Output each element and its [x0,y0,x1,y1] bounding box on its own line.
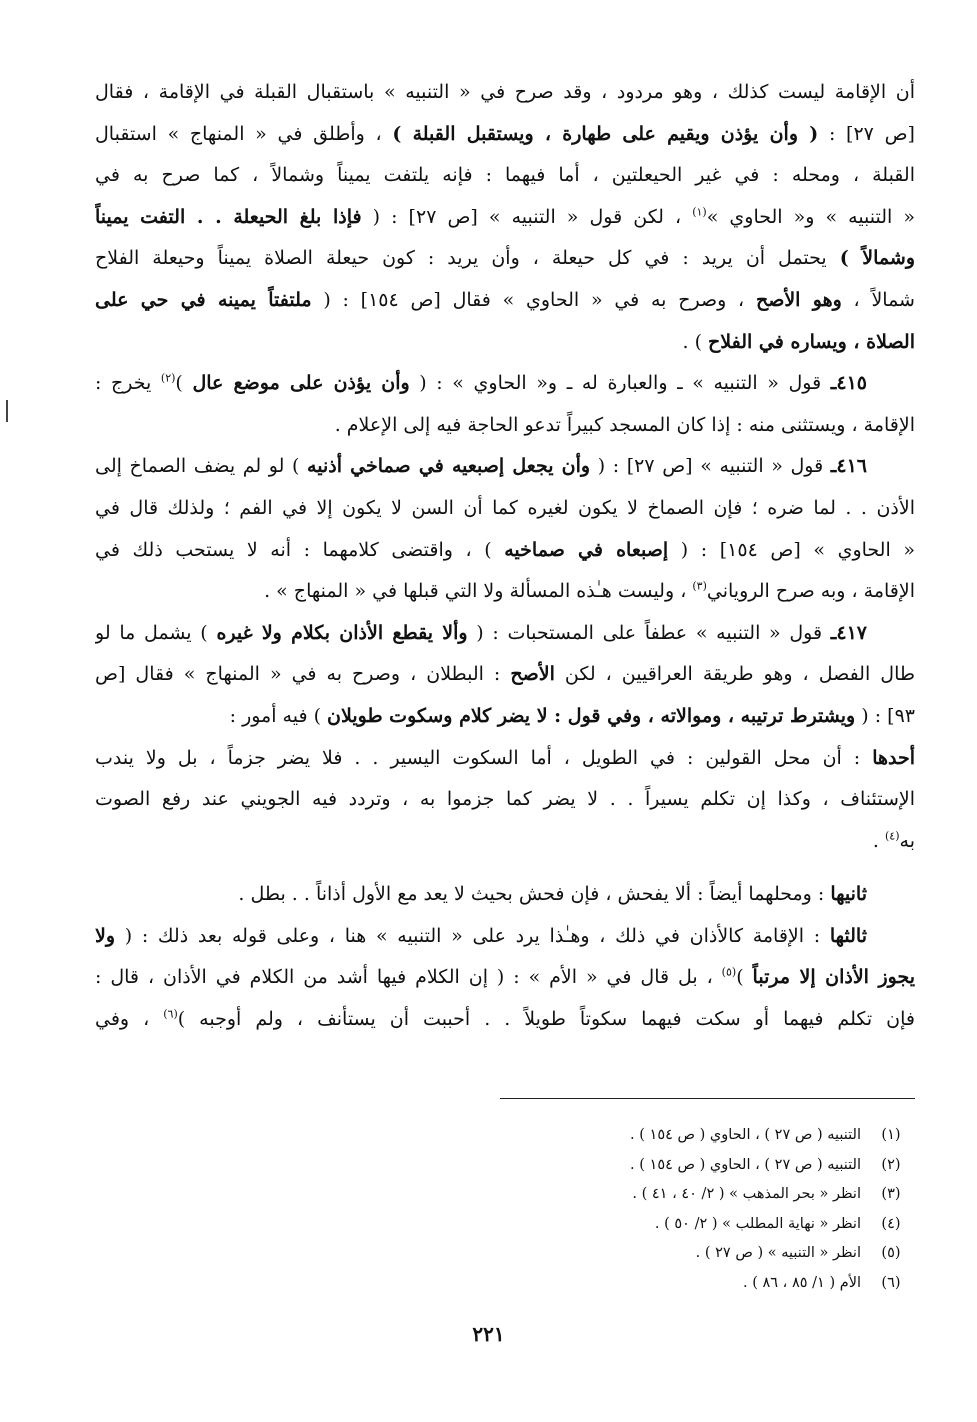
footnote-ref: (٥) [721,966,737,980]
bold-quote: ثالثها [829,924,867,947]
text-run: فإن تكلم فيهما أو سكت فيهما سكوتاً طويلاً . . أحببت أن يستأنف ، ولم أوجبه ) [177,1008,915,1031]
footnote-number: (٢) [881,1156,901,1173]
text-run: ، وأطلق في « المنهاج » استقبال [95,122,393,145]
text-line [95,821,915,863]
text-line [95,613,915,655]
text-run: الأذن . . لما ضره ؛ فإن الصماخ لا يكون لغيره كما أن السن لا يكون إلا في الفم ؛ ولذلك قال في [95,496,915,519]
footnote-number: (١) [881,1127,901,1143]
text-line [95,488,915,530]
bold-quote: ٤١٧ـ [830,621,867,644]
text-line [95,280,915,322]
text-run: . [872,829,885,852]
text-line [95,957,915,999]
footnote-text: التنبيه ( ص ٢٧ ) ، الحاوي ( ص ١٥٤ ) . [630,1156,861,1173]
text-line [95,916,915,958]
text-run: ، لكن قول « التنبيه » [ص ٢٧] : ( [361,205,693,228]
text-run: ) [175,372,193,395]
bold-quote: الصلاة ، ويساره في الفلاح [708,330,915,353]
text-run: الإقامة ، ويستثنى منه : إذا كان المسجد كبيراً تدعو الحاجة فيه إلى الإعلام . [334,413,915,436]
footnote-ref: (٢) [160,371,176,385]
text-run: ، وصرح به في « الحاوي » فقال [ص ١٥٤] : ( [311,288,756,311]
footnote-number: (٥) [881,1245,901,1262]
footnote [95,1151,915,1181]
text-run: ، وليست هـٰذه المسألة ولا التي قبلها في « المنهاج » . [264,580,693,603]
footnote-separator [500,1098,915,1099]
text-line [95,696,915,738]
text-run: الإستئناف ، وكذا إن تكلم يسيراً . . لا يضر كما جزموا به ، وتردد فيه الجويني عند رفع الصوت [95,788,915,811]
footnote [95,1239,915,1269]
text-line [95,363,915,405]
text-run: ، بل قال في « الأم » : ( إن الكلام فيها أشد من الكلام في الأذان ، قال : [95,966,722,989]
bold-quote: ٤١٥ـ [830,372,867,395]
text-line [95,779,915,821]
footnote-text: انظر « نهاية المطلب » ( ٢/ ٥٠ ) . [654,1215,861,1232]
text-run: شمالاً ، [841,288,915,311]
footnote-ref: (٤) [885,829,900,843]
main-text [95,72,915,1041]
text-run: : أن محل القولين : في الطويل ، أما السكوت اليسير . . فلا يضر جزماً ، بل ولا يندب [95,746,873,769]
footnotes [95,1121,915,1299]
text-line [95,238,915,280]
footnote-text: انظر « بحر المذهب » ( ٢/ ٤٠ ، ٤١ ) . [632,1186,861,1203]
text-run: « التنبيه » و« الحاوي » [706,205,915,228]
footnote-ref: (١) [692,205,707,219]
bold-quote: ولا [95,924,116,947]
scan-edge-mark [6,400,8,422]
text-line [95,114,915,156]
text-run: يحتمل أن يريد : في كل حيعلة ، وأن يريد : كون حيعلة الصلاة يميناً وحيعلة الفلاح [95,247,840,270]
text-run: طال الفصل ، وهو طريقة العراقيين ، لكن [554,663,915,686]
text-run: ، وفي [95,1008,164,1031]
bold-quote: ( وأن يؤذن ويقيم على طهارة ، ويستقبل القبلة ) [392,122,819,145]
text-run: : ومحلهما أيضاً : ألا يفحش ، فإن فحش بحيث لا يعد مع الأول أذاناً . . بطل . [238,883,831,906]
text-run: أن الإقامة ليست كذلك ، وهو مردود ، وقد صرح في « التنبيه » باستقبال القبلة في الإقامة ، فقال [95,81,915,103]
text-line [95,405,915,447]
footnote-number: (٤) [881,1215,901,1232]
text-line [95,874,915,916]
bold-quote: ثانيها [830,883,867,906]
bold-quote: وأن يجعل إصبعيه في صماخي أذنيه [307,455,591,478]
bold-quote: الأصح [510,663,555,686]
text-run: به [899,829,915,852]
footnote-ref: (٣) [692,579,707,593]
bold-quote: ملتفتاً يمينه في حي على [95,288,312,311]
bold-quote: يجوز الأذان إلا مرتباً [752,966,915,989]
text-line [95,571,915,613]
footnote-ref: (٦) [163,1007,178,1021]
text-run: ) لو لم يضف الصماخ إلى [95,455,308,478]
bold-quote: وأن يؤذن على موضع عال [192,372,410,395]
footnote [95,1210,915,1240]
text-run: : البطلان ، وصرح به في « المنهاج » فقال [ص [95,663,511,686]
text-run: يخرج : [95,372,161,395]
footnote-number: (٣) [881,1186,901,1203]
text-line [95,197,915,239]
text-run: ) فيه أمور : [229,704,328,727]
text-run: : الإقامة كالأذان في ذلك ، وهـٰذا يرد على « التنبيه » هنا ، وعلى قوله بعد ذلك : ( [115,924,830,947]
bold-quote: ويشترط ترتيبه ، وموالاته ، وفي قول : لا يضر كلام وسكوت طويلان [327,704,856,727]
text-run: ) ، واقتضى كلامهما : أنه لا يستحب ذلك في [95,538,505,561]
footnote-number: (٦) [881,1274,901,1291]
text-line [95,738,915,780]
bold-quote: وشمالاً ) [839,247,915,270]
bold-quote: أحدها [872,746,915,769]
text-run: قول « التنبيه » [ص ٢٧] : ( [590,455,831,478]
text-run: « الحاوي » [ص ١٥٤] : ( [668,538,915,561]
text-run: [ص ٢٧] : [818,122,915,145]
bold-quote: فإذا بلغ الحيعلة . . التفت يميناً [95,205,362,228]
footnote-text: التنبيه ( ص ٢٧ ) ، الحاوي ( ص ١٥٤ ) . [630,1127,861,1143]
text-line [95,155,915,197]
text-line [95,654,915,696]
footnote [95,1180,915,1210]
text-run: ) [736,966,753,989]
bold-quote: إصبعاه في صماخيه [504,538,669,561]
text-line [95,72,915,114]
footnote-text: انظر « التنبيه » ( ص ٢٧ ) . [695,1245,861,1262]
footnote-text: الأم ( ١/ ٨٥ ، ٨٦ ) . [743,1274,861,1291]
footnote [95,1269,915,1299]
text-run: ٩٣] : ( [855,704,915,727]
bold-quote: ٤١٦ـ [830,455,867,478]
text-line [95,322,915,364]
text-run: القبلة ، ومحله : في غير الحيعلتين ، أما فيهما : فإنه يلتفت يميناً وشمالاً ، كما صرح به في [95,164,915,187]
text-line [95,446,915,488]
footnote [95,1121,915,1151]
text-line [95,999,915,1041]
text-run: قول « التنبيه » عطفاً على المستحبات : ( [467,621,831,644]
text-line [95,530,915,572]
text-run: الإقامة ، وبه صرح الروياني [706,580,915,603]
text-run: ) . [682,330,709,353]
bold-quote: وهو الأصح [755,288,842,311]
text-run: قول « التنبيه » ـ والعبارة له ـ و« الحاوي » : ( [409,372,831,395]
bold-quote: وألا يقطع الأذان بكلام ولا غيره [216,621,468,644]
page-number: ٢٢١ [472,1322,505,1346]
text-run: ) يشمل ما لو [95,621,217,644]
